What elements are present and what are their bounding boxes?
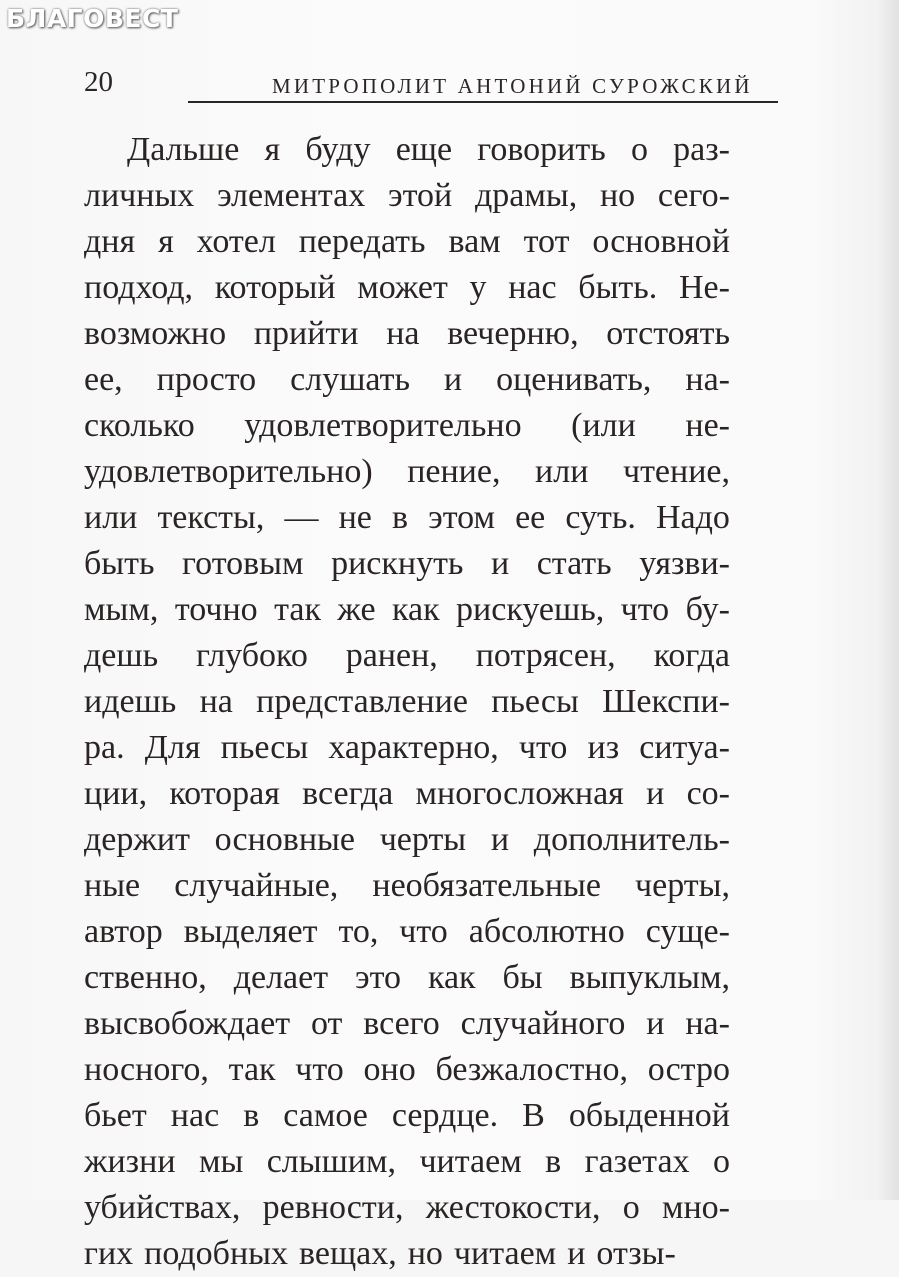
text-word: когда [653,637,730,674]
text-word: как [391,591,440,628]
text-line [84,1093,730,1139]
text-word: рискуешь, [456,591,605,628]
text-word: самое [283,1097,368,1134]
text-word: возможно [84,315,227,352]
text-word: суть. [565,499,636,536]
header-rule [188,101,778,103]
text-word: высвобождает [84,1005,291,1042]
text-word: и [443,361,463,398]
text-word: Не- [678,269,730,306]
text-word: дня [84,223,136,260]
text-word: или [535,453,589,490]
text-word: уязви- [639,545,730,582]
text-word: рискнуть [331,545,464,582]
text-word: и [646,775,665,812]
text-word: говорить [477,131,606,168]
text-line [84,449,730,495]
text-word: этом [428,499,495,536]
text-word: я [264,131,281,168]
text-word: же [337,591,376,628]
text-word: и [567,1235,586,1272]
text-word: случайного [460,1005,626,1042]
text-line [84,403,730,449]
text-word: ные [84,867,141,904]
text-line [84,541,730,587]
text-word: отзы- [596,1235,676,1272]
text-word: то, [338,913,379,950]
text-word: всего [363,1005,440,1042]
text-word: личных [84,177,195,214]
text-word: нас [170,1097,220,1134]
text-word: В [522,1097,545,1134]
text-word: всегда [302,775,394,812]
body-text [84,127,730,1277]
text-word: быть [84,545,155,582]
text-word: как [427,959,476,996]
text-word: еще [395,131,453,168]
text-line [84,1231,730,1277]
text-word: читаем [453,1235,557,1272]
text-line [84,817,730,863]
text-word: Для [144,729,201,766]
text-line [84,311,730,357]
text-word: этой [388,177,453,214]
text-word: мно- [661,1189,730,1226]
text-word: подобных [144,1235,288,1272]
text-word: вещах, [299,1235,397,1272]
text-word: случайные, [174,867,339,904]
text-word: которая [169,775,280,812]
text-word: мым, [84,591,159,628]
text-word: чтение, [622,453,730,490]
text-line [84,1047,730,1093]
text-word: остро [647,1051,730,1088]
text-word: сколько [84,407,195,444]
text-word: Надо [655,499,730,536]
text-line [84,587,730,633]
text-word: драмы, [474,177,578,214]
text-line [84,127,730,173]
text-word: ранен, [345,637,438,674]
text-word: ее [515,499,546,536]
text-word: вечерню, [447,315,579,352]
text-word: обыденной [568,1097,730,1134]
text-word: слышим, [266,1143,397,1180]
text-line [84,219,730,265]
text-word: ра. [84,729,125,766]
text-word: элементах [217,177,366,214]
text-word: о [622,1189,640,1226]
text-word: носного, [84,1051,209,1088]
text-word: бьет [84,1097,147,1134]
text-word: пение, [407,453,501,490]
text-word: выпуклым, [569,959,730,996]
text-word: Дальше [127,131,240,168]
text-line [84,265,730,311]
text-word: оценивать, [496,361,652,398]
text-word: в [243,1097,260,1134]
text-word: бу- [685,591,730,628]
text-word: может [357,269,448,306]
text-word: о [712,1143,730,1180]
text-word: ственно, [84,959,207,996]
text-word: со- [686,775,730,812]
text-word: хотел [196,223,276,260]
text-line [84,909,730,955]
page-number: 20 [84,66,113,98]
text-word: — [284,499,319,536]
text-word: пьесы [220,729,309,766]
text-word: (или [571,407,636,444]
text-line [84,495,730,541]
text-word: дополнитель- [533,821,730,858]
text-word: держит [84,821,190,858]
text-word: тексты, [157,499,265,536]
text-word: на [199,683,233,720]
text-word: буду [305,131,371,168]
text-word: от [310,1005,343,1042]
text-word: потрясен, [475,637,616,674]
text-word: необязательные [372,867,601,904]
text-word: но [407,1235,443,1272]
text-line [84,863,730,909]
text-word: на [386,315,420,352]
text-word: жизни [84,1143,176,1180]
text-word: сего- [657,177,730,214]
text-word: черты, [635,867,730,904]
text-word: Шекспи- [602,683,730,720]
text-word: читаем [419,1143,522,1180]
text-word: и [646,1005,665,1042]
text-line [84,173,730,219]
text-word: или [84,499,138,536]
text-word: ситуа- [639,729,730,766]
text-word: который [214,269,336,306]
text-word: слушать [290,361,410,398]
text-word: отстоять [606,315,730,352]
text-word: на- [685,1005,730,1042]
text-word: основной [592,223,730,260]
text-line [84,771,730,817]
text-word: ревности, [262,1189,404,1226]
text-word: нас [508,269,557,306]
text-word: просто [156,361,257,398]
text-word: что [620,591,670,628]
text-line [84,633,730,679]
text-word: что [295,1051,344,1088]
text-word: точно [174,591,258,628]
text-word: стать [536,545,612,582]
text-word: ции, [84,775,148,812]
text-word: убийствах, [84,1189,241,1226]
text-word: суще- [645,913,730,950]
text-word: характерно, [328,729,499,766]
text-line [84,357,730,403]
text-word: пьесы [491,683,579,720]
text-word: удовлетворительно) [84,453,373,490]
text-word: у [469,269,487,306]
text-word: не [338,499,372,536]
text-word: жестокости, [425,1189,601,1226]
text-word: на- [685,361,730,398]
text-word: это [355,959,402,996]
text-word: многосложная [415,775,624,812]
page-edge-shadow [877,0,899,1200]
text-word: гих [84,1235,134,1272]
text-word: но [599,177,636,214]
text-word: мы [198,1143,244,1180]
text-word: глубоко [195,637,308,674]
text-word: тот [523,223,570,260]
text-word: ее, [84,361,123,398]
text-word: передать [298,223,426,260]
text-word: не- [685,407,730,444]
text-line [84,1185,730,1231]
text-word: я [158,223,174,260]
text-word: что [399,913,448,950]
text-word: выделяет [183,913,318,950]
text-word: удовлетворительно [244,407,522,444]
running-title: МИТРОПОЛИТ АНТОНИЙ СУРОЖСКИЙ [272,74,753,98]
text-word: оно [363,1051,416,1088]
text-word: бы [502,959,543,996]
text-word: безжалостно, [435,1051,628,1088]
text-word: газетах [584,1143,690,1180]
text-word: и [490,545,510,582]
text-word: делает [233,959,329,996]
text-word: сердце. [391,1097,499,1134]
text-word: что [518,729,568,766]
text-word: автор [84,913,163,950]
text-word: черты [379,821,467,858]
text-word: в [545,1143,562,1180]
text-word: основные [214,821,355,858]
watermark-logo: БЛАГОВЕСТ [6,4,179,33]
text-word: раз- [673,131,730,168]
text-word: прийти [253,315,359,352]
text-word: дешь [84,637,159,674]
text-word: в [391,499,409,536]
text-word: представление [256,683,468,720]
text-word: вам [448,223,501,260]
text-line [84,1001,730,1047]
text-word: о [630,131,648,168]
text-word: абсолютно [468,913,625,950]
text-line [84,955,730,1001]
text-word: готовым [182,545,304,582]
text-line [84,1139,730,1185]
text-word: из [587,729,620,766]
text-word: идешь [84,683,177,720]
text-word: быть. [578,269,658,306]
text-line [84,725,730,771]
text-word: так [274,591,321,628]
text-word: подход, [84,269,194,306]
text-word: и [490,821,510,858]
text-line [84,679,730,725]
text-word: так [228,1051,276,1088]
